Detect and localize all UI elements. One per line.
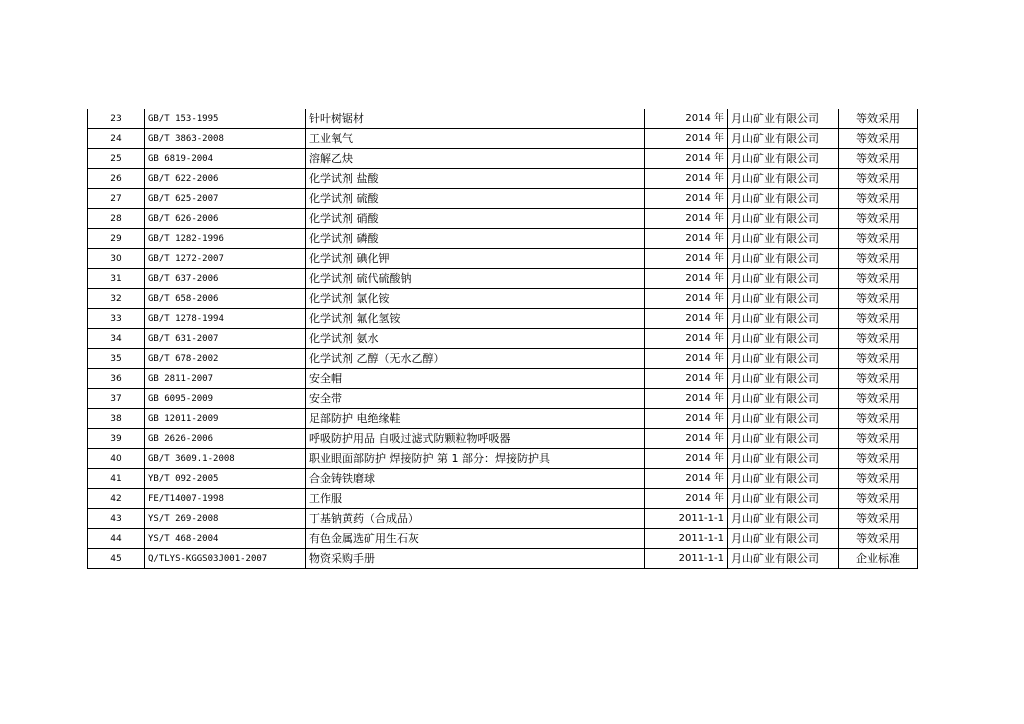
standard-code-cell: GB 12011-2009: [145, 409, 306, 429]
adopted-date-cell: 2014 年: [645, 189, 728, 209]
standard-code-cell: GB 2626-2006: [145, 429, 306, 449]
table-row: [88, 369, 918, 389]
standard-name-cell: 工业氧气: [306, 129, 645, 149]
organization-cell: 月山矿业有限公司: [728, 509, 839, 529]
adoption-type-cell: 等效采用: [839, 349, 918, 369]
row-number-cell: 33: [88, 309, 145, 329]
standard-name-cell: 化学试剂 乙醇（无水乙醇）: [306, 349, 645, 369]
table-row: [88, 309, 918, 329]
adopted-date-cell: 2011-1-1: [645, 529, 728, 549]
table-row: [88, 229, 918, 249]
adopted-date-cell: 2014 年: [645, 349, 728, 369]
adopted-date-cell: 2014 年: [645, 169, 728, 189]
adoption-type-cell: 等效采用: [839, 249, 918, 269]
standard-code-cell: GB/T 3609.1-2008: [145, 449, 306, 469]
adopted-date-cell: 2014 年: [645, 229, 728, 249]
standard-code-cell: GB/T 658-2006: [145, 289, 306, 309]
adoption-type-cell: 等效采用: [839, 149, 918, 169]
adoption-type-cell: 等效采用: [839, 209, 918, 229]
row-number-cell: 44: [88, 529, 145, 549]
adopted-date-cell: 2014 年: [645, 289, 728, 309]
row-number-cell: 43: [88, 509, 145, 529]
row-number-cell: 30: [88, 249, 145, 269]
adopted-date-cell: 2014 年: [645, 329, 728, 349]
table-row: [88, 549, 918, 569]
standard-code-cell: GB/T 1278-1994: [145, 309, 306, 329]
row-number-cell: 36: [88, 369, 145, 389]
adoption-type-cell: 等效采用: [839, 229, 918, 249]
organization-cell: 月山矿业有限公司: [728, 409, 839, 429]
table-row: [88, 389, 918, 409]
standard-name-cell: 化学试剂 磷酸: [306, 229, 645, 249]
adoption-type-cell: 等效采用: [839, 169, 918, 189]
standards-table: [87, 109, 918, 569]
organization-cell: 月山矿业有限公司: [728, 249, 839, 269]
standard-name-cell: 有色金属选矿用生石灰: [306, 529, 645, 549]
adopted-date-cell: 2014 年: [645, 449, 728, 469]
table-row: [88, 209, 918, 229]
standard-name-cell: 职业眼面部防护 焊接防护 第 1 部分：焊接防护具: [306, 449, 645, 469]
adopted-date-cell: 2014 年: [645, 489, 728, 509]
standard-name-cell: 化学试剂 硫代硫酸钠: [306, 269, 645, 289]
standard-name-cell: 工作服: [306, 489, 645, 509]
row-number-cell: 31: [88, 269, 145, 289]
organization-cell: 月山矿业有限公司: [728, 429, 839, 449]
standard-name-cell: 安全带: [306, 389, 645, 409]
standard-name-cell: 针叶树锯材: [306, 109, 645, 129]
table-row: [88, 109, 918, 129]
row-number-cell: 23: [88, 109, 145, 129]
standard-name-cell: 足部防护 电绝缘鞋: [306, 409, 645, 429]
standards-table-body: [88, 109, 918, 569]
table-row: [88, 349, 918, 369]
table-row: [88, 289, 918, 309]
standard-name-cell: 丁基钠黄药（合成品）: [306, 509, 645, 529]
standard-code-cell: GB/T 1282-1996: [145, 229, 306, 249]
table-row: [88, 249, 918, 269]
row-number-cell: 41: [88, 469, 145, 489]
row-number-cell: 34: [88, 329, 145, 349]
adopted-date-cell: 2014 年: [645, 389, 728, 409]
row-number-cell: 45: [88, 549, 145, 569]
organization-cell: 月山矿业有限公司: [728, 489, 839, 509]
standard-name-cell: 化学试剂 碘化钾: [306, 249, 645, 269]
adopted-date-cell: 2014 年: [645, 109, 728, 129]
table-row: [88, 409, 918, 429]
adoption-type-cell: 等效采用: [839, 189, 918, 209]
standard-name-cell: 化学试剂 氯化铵: [306, 289, 645, 309]
adoption-type-cell: 等效采用: [839, 469, 918, 489]
standard-name-cell: 物资采购手册: [306, 549, 645, 569]
standard-code-cell: YS/T 468-2004: [145, 529, 306, 549]
table-row: [88, 429, 918, 449]
standard-name-cell: 化学试剂 氟化氢铵: [306, 309, 645, 329]
adopted-date-cell: 2014 年: [645, 209, 728, 229]
standard-code-cell: GB/T 625-2007: [145, 189, 306, 209]
standards-table-container: [87, 109, 918, 569]
row-number-cell: 32: [88, 289, 145, 309]
organization-cell: 月山矿业有限公司: [728, 309, 839, 329]
adopted-date-cell: 2014 年: [645, 249, 728, 269]
adoption-type-cell: 等效采用: [839, 409, 918, 429]
standard-code-cell: GB 6819-2004: [145, 149, 306, 169]
adoption-type-cell: 等效采用: [839, 289, 918, 309]
organization-cell: 月山矿业有限公司: [728, 189, 839, 209]
standard-name-cell: 安全帽: [306, 369, 645, 389]
standard-code-cell: GB/T 631-2007: [145, 329, 306, 349]
standard-name-cell: 化学试剂 硝酸: [306, 209, 645, 229]
table-row: [88, 489, 918, 509]
adoption-type-cell: 等效采用: [839, 369, 918, 389]
row-number-cell: 28: [88, 209, 145, 229]
table-row: [88, 449, 918, 469]
table-row: [88, 269, 918, 289]
organization-cell: 月山矿业有限公司: [728, 109, 839, 129]
standard-name-cell: 化学试剂 硫酸: [306, 189, 645, 209]
row-number-cell: 35: [88, 349, 145, 369]
organization-cell: 月山矿业有限公司: [728, 149, 839, 169]
table-row: [88, 189, 918, 209]
adopted-date-cell: 2014 年: [645, 129, 728, 149]
table-row: [88, 529, 918, 549]
row-number-cell: 26: [88, 169, 145, 189]
standard-name-cell: 呼吸防护用品 自吸过滤式防颗粒物呼吸器: [306, 429, 645, 449]
table-row: [88, 469, 918, 489]
organization-cell: 月山矿业有限公司: [728, 289, 839, 309]
adopted-date-cell: 2011-1-1: [645, 549, 728, 569]
adopted-date-cell: 2014 年: [645, 149, 728, 169]
adoption-type-cell: 等效采用: [839, 449, 918, 469]
standard-code-cell: GB 2811-2007: [145, 369, 306, 389]
organization-cell: 月山矿业有限公司: [728, 329, 839, 349]
row-number-cell: 40: [88, 449, 145, 469]
adopted-date-cell: 2014 年: [645, 269, 728, 289]
row-number-cell: 24: [88, 129, 145, 149]
standard-code-cell: GB/T 153-1995: [145, 109, 306, 129]
organization-cell: 月山矿业有限公司: [728, 449, 839, 469]
adoption-type-cell: 等效采用: [839, 489, 918, 509]
adoption-type-cell: 等效采用: [839, 269, 918, 289]
adoption-type-cell: 等效采用: [839, 389, 918, 409]
adopted-date-cell: 2014 年: [645, 469, 728, 489]
adoption-type-cell: 等效采用: [839, 129, 918, 149]
table-row: [88, 149, 918, 169]
standard-name-cell: 化学试剂 盐酸: [306, 169, 645, 189]
row-number-cell: 25: [88, 149, 145, 169]
organization-cell: 月山矿业有限公司: [728, 549, 839, 569]
table-row: [88, 169, 918, 189]
row-number-cell: 42: [88, 489, 145, 509]
standard-code-cell: YS/T 269-2008: [145, 509, 306, 529]
standard-code-cell: Q/TLYS-KGGS03J001-2007: [145, 549, 306, 569]
adopted-date-cell: 2014 年: [645, 369, 728, 389]
organization-cell: 月山矿业有限公司: [728, 529, 839, 549]
standard-code-cell: GB/T 626-2006: [145, 209, 306, 229]
adopted-date-cell: 2014 年: [645, 409, 728, 429]
organization-cell: 月山矿业有限公司: [728, 229, 839, 249]
standard-name-cell: 化学试剂 氨水: [306, 329, 645, 349]
row-number-cell: 39: [88, 429, 145, 449]
standard-code-cell: GB/T 678-2002: [145, 349, 306, 369]
adoption-type-cell: 等效采用: [839, 529, 918, 549]
adoption-type-cell: 等效采用: [839, 329, 918, 349]
adoption-type-cell: 等效采用: [839, 509, 918, 529]
adopted-date-cell: 2014 年: [645, 309, 728, 329]
organization-cell: 月山矿业有限公司: [728, 369, 839, 389]
adopted-date-cell: 2011-1-1: [645, 509, 728, 529]
table-row: [88, 329, 918, 349]
standard-code-cell: GB/T 622-2006: [145, 169, 306, 189]
organization-cell: 月山矿业有限公司: [728, 469, 839, 489]
standard-code-cell: GB 6095-2009: [145, 389, 306, 409]
adoption-type-cell: 等效采用: [839, 109, 918, 129]
standard-code-cell: YB/T 092-2005: [145, 469, 306, 489]
adoption-type-cell: 企业标准: [839, 549, 918, 569]
row-number-cell: 38: [88, 409, 145, 429]
table-row: [88, 509, 918, 529]
standard-name-cell: 合金铸铁磨球: [306, 469, 645, 489]
adoption-type-cell: 等效采用: [839, 309, 918, 329]
organization-cell: 月山矿业有限公司: [728, 269, 839, 289]
standard-code-cell: GB/T 3863-2008: [145, 129, 306, 149]
table-row: [88, 129, 918, 149]
organization-cell: 月山矿业有限公司: [728, 169, 839, 189]
organization-cell: 月山矿业有限公司: [728, 389, 839, 409]
organization-cell: 月山矿业有限公司: [728, 129, 839, 149]
standard-name-cell: 溶解乙炔: [306, 149, 645, 169]
row-number-cell: 37: [88, 389, 145, 409]
row-number-cell: 27: [88, 189, 145, 209]
adoption-type-cell: 等效采用: [839, 429, 918, 449]
standard-code-cell: GB/T 1272-2007: [145, 249, 306, 269]
organization-cell: 月山矿业有限公司: [728, 209, 839, 229]
adopted-date-cell: 2014 年: [645, 429, 728, 449]
standard-code-cell: FE/T14007-1998: [145, 489, 306, 509]
standard-code-cell: GB/T 637-2006: [145, 269, 306, 289]
row-number-cell: 29: [88, 229, 145, 249]
organization-cell: 月山矿业有限公司: [728, 349, 839, 369]
